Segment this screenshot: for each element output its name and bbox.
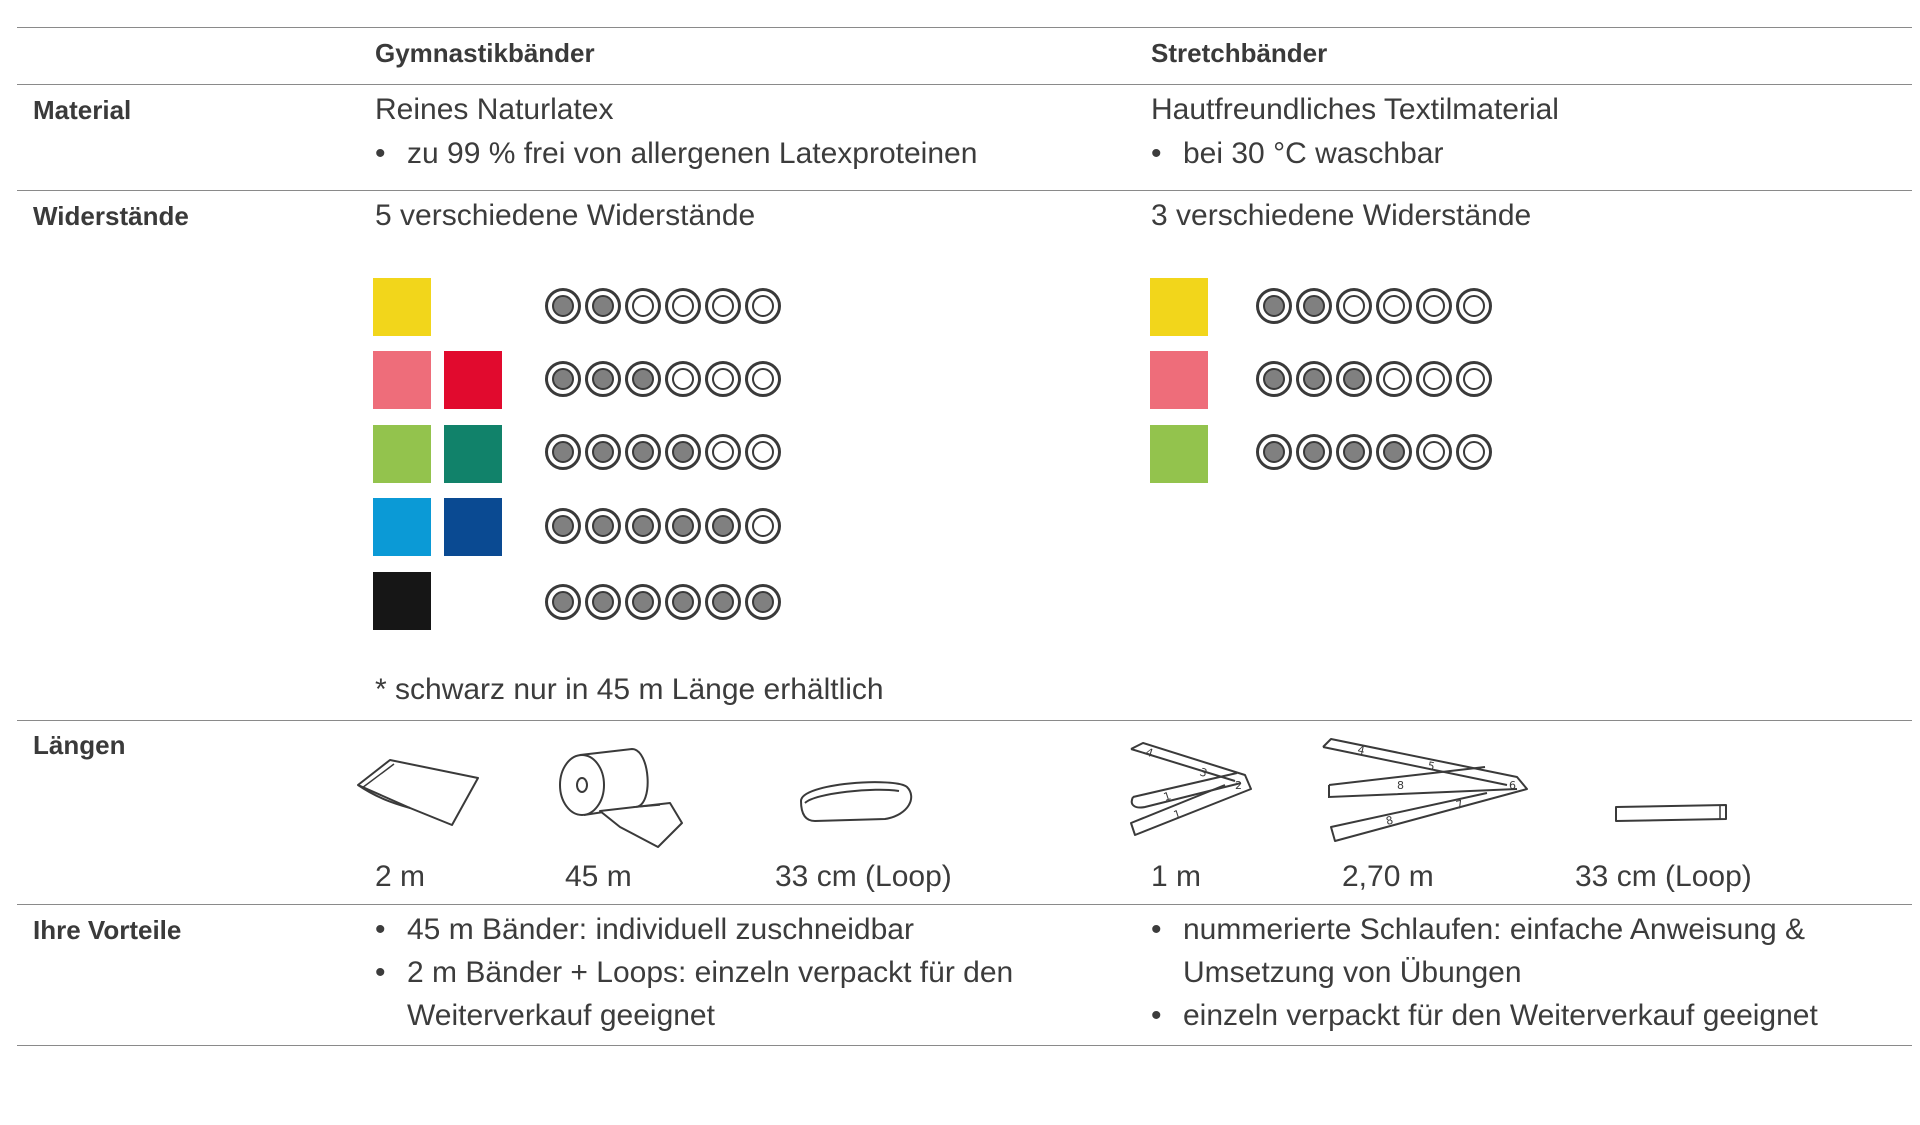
resistance-dot-filled [625,434,661,470]
resistance-dot-filled [545,434,581,470]
resistance-indicator [1256,288,1496,328]
header-rule [17,84,1912,85]
bullet: • [375,137,386,170]
resistance-dot-empty [1376,288,1412,324]
widerstaende-rule [17,720,1912,721]
resistance-dot-empty [1456,434,1492,470]
resistance-indicator [545,508,785,548]
length-label: 2 m [375,860,426,893]
strap-number: 5 [1426,759,1436,774]
resistance-dot-filled [1376,434,1412,470]
table-bottom-rule [17,1045,1912,1046]
resistance-dot-filled [1336,434,1372,470]
resistance-indicator [1256,361,1496,401]
strap-number: 8 [1384,813,1395,828]
material-col1-bullet: zu 99 % frei von allergenen Latexproteinen [407,137,978,170]
color-swatch-lightgreen [373,425,431,483]
color-swatch-red [444,351,502,409]
resistance-indicator [545,288,785,328]
resistance-dot-empty [1456,361,1492,397]
widerstaende-col1-main: 5 verschiedene Widerstände [375,199,756,232]
resistance-dot-filled [585,288,621,324]
resistance-indicator [545,361,785,401]
numbered-strap-270-illustration [1317,737,1532,847]
color-swatch-black [373,572,431,630]
resistance-dot-empty [705,288,741,324]
resistance-dot-filled [545,361,581,397]
color-swatch-lightblue [373,498,431,556]
bullet: • [1151,137,1162,170]
resistance-dot-empty [1376,361,1412,397]
resistance-dot-empty [1336,288,1372,324]
color-swatch-yellow [1150,278,1208,336]
length-label: 1 m [1151,860,1202,893]
resistance-dot-filled [545,584,581,620]
resistance-dot-filled [585,361,621,397]
resistance-dot-empty [625,288,661,324]
length-label: 33 cm (Loop) [775,860,952,893]
strap-number: 2 [1235,779,1242,792]
column-header-gymnastikbaender: Gymnastikbänder [375,38,595,68]
column-header-stretchbaender: Stretchbänder [1151,38,1328,68]
resistance-dot-filled [1336,361,1372,397]
length-label: 33 cm (Loop) [1575,860,1752,893]
strap-number: 4 [1144,745,1155,761]
resistance-indicator [545,584,785,624]
strap-number: 1 [1171,807,1183,822]
resistance-dot-filled [705,584,741,620]
bullet: • [375,913,386,946]
strap-number: 3 [1198,765,1209,781]
resistance-dot-filled [545,288,581,324]
strap-number: 7 [1454,797,1465,812]
resistance-dot-filled [705,508,741,544]
resistance-dot-empty [705,434,741,470]
vorteile-col1-bullet2-line1: 2 m Bänder + Loops: einzeln verpackt für den [407,956,1014,989]
resistance-dot-filled [585,584,621,620]
resistance-dot-filled [1256,434,1292,470]
row-label-widerstaende: Widerstände [33,201,189,231]
widerstaende-footnote: * schwarz nur in 45 m Länge erhältlich [375,673,884,706]
length-label: 45 m [565,860,632,893]
laengen-rule [17,904,1912,905]
strap-number: 1 [1161,789,1173,804]
vorteile-col1-bullet2-line2: Weiterverkauf geeignet [407,999,715,1032]
resistance-dot-filled [745,584,781,620]
vorteile-col2-bullet1-line2: Umsetzung von Übungen [1183,956,1522,989]
strap-number: 8 [1397,779,1404,792]
resistance-dot-filled [665,584,701,620]
vorteile-col2-bullet2: einzeln verpackt für den Weiterverkauf geeignet [1183,999,1818,1032]
numbered-strap-1m-illustration [1125,737,1260,847]
color-swatch-yellow [373,278,431,336]
widerstaende-col2-main: 3 verschiedene Widerstände [1151,199,1532,232]
bullet: • [1151,913,1162,946]
resistance-dot-empty [1416,288,1452,324]
resistance-dot-empty [1456,288,1492,324]
row-label-laengen: Längen [33,730,126,760]
row-label-vorteile: Ihre Vorteile [33,915,182,945]
resistance-dot-filled [1296,361,1332,397]
length-label: 2,70 m [1342,860,1434,893]
resistance-dot-filled [585,434,621,470]
resistance-dot-empty [745,434,781,470]
row-label-material: Material [33,95,132,125]
roll-band-illustration [550,735,690,855]
loop-band-illustration [795,765,915,835]
material-col1-main: Reines Naturlatex [375,93,614,126]
color-swatch-darkblue [444,498,502,556]
resistance-indicator [1256,434,1496,474]
color-swatch-darkgreen [444,425,502,483]
material-col2-bullet: bei 30 °C waschbar [1183,137,1444,170]
resistance-dot-filled [665,434,701,470]
resistance-dot-filled [665,508,701,544]
strap-number: 4 [1356,743,1366,758]
resistance-dot-empty [1416,434,1452,470]
color-swatch-lightgreen [1150,425,1208,483]
bullet: • [375,956,386,989]
resistance-dot-filled [585,508,621,544]
resistance-dot-empty [705,361,741,397]
resistance-dot-filled [625,584,661,620]
resistance-dot-filled [1256,288,1292,324]
color-swatch-pink [1150,351,1208,409]
color-swatch-pink [373,351,431,409]
resistance-dot-empty [745,361,781,397]
vorteile-col2-bullet1-line1: nummerierte Schlaufen: einfache Anweisung & [1183,913,1806,946]
resistance-dot-empty [665,288,701,324]
flat-band-illustration [350,740,480,830]
resistance-dot-filled [1296,288,1332,324]
resistance-indicator [545,434,785,474]
resistance-dot-filled [625,508,661,544]
material-col2-main: Hautfreundliches Textilmaterial [1151,93,1559,126]
vorteile-col1-bullet1: 45 m Bänder: individuell zuschneidbar [407,913,914,946]
resistance-dot-filled [545,508,581,544]
material-rule [17,190,1912,191]
resistance-dot-empty [665,361,701,397]
resistance-dot-filled [1256,361,1292,397]
table-top-rule [17,27,1912,28]
resistance-dot-empty [1416,361,1452,397]
strap-number: 6 [1509,779,1516,792]
resistance-dot-filled [1296,434,1332,470]
loop-strap-illustration [1610,795,1730,835]
resistance-dot-empty [745,508,781,544]
resistance-dot-empty [745,288,781,324]
resistance-dot-filled [625,361,661,397]
bullet: • [1151,999,1162,1032]
